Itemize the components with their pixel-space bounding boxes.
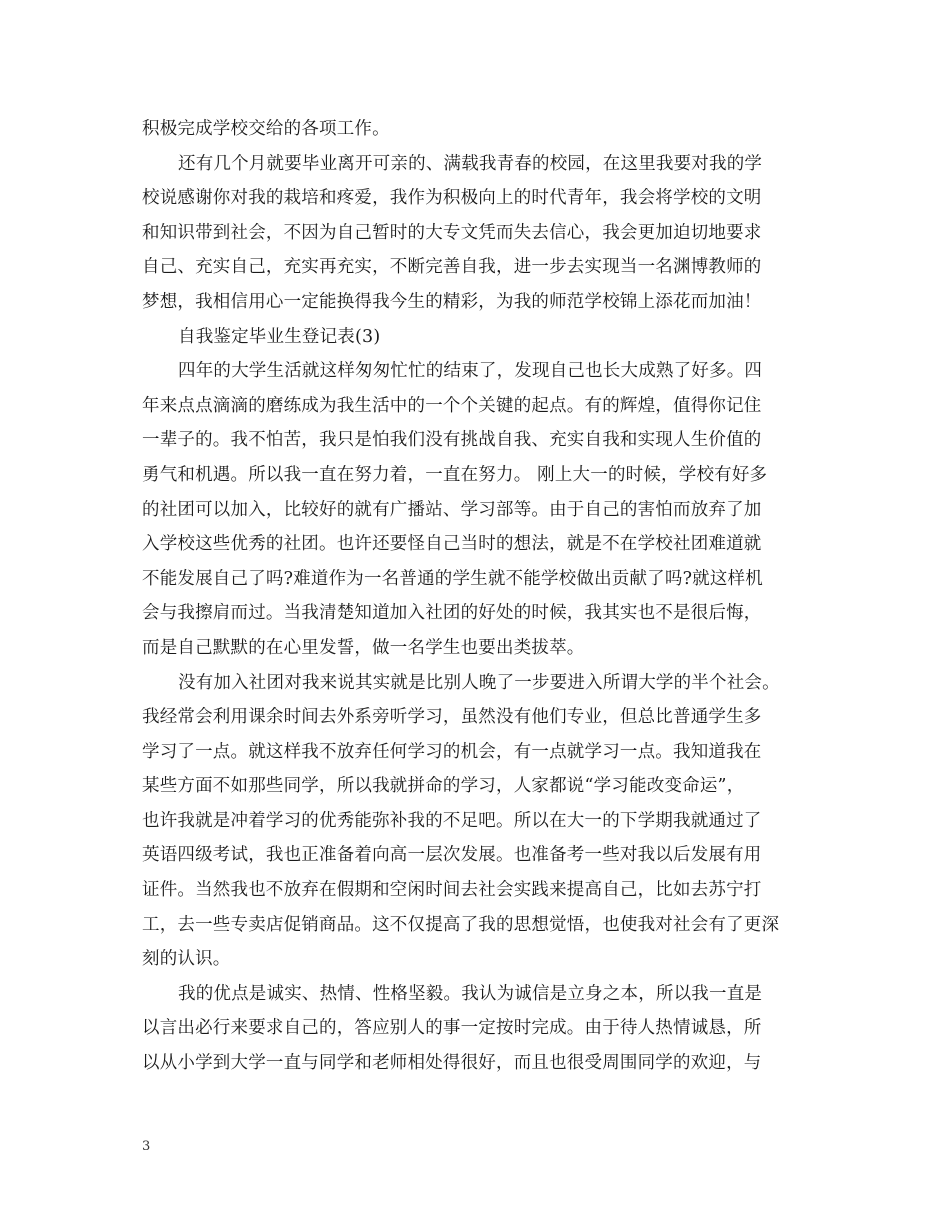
text-line: 自己、充实自己，充实再充实，不断完善自我，进一步去实现当一名渊博教师的 <box>142 257 762 278</box>
text-line: 证件。当然我也不放弃在假期和空闲时间去社会实践来提高自己，比如去苏宁打 <box>142 880 762 901</box>
text-line: 而是自己默默的在心里发誓，做一名学生也要出类拔萃。 <box>142 637 585 658</box>
text-line: 英语四级考试，我也正准备着向高一层次发展。也准备考一些对我以后发展有用 <box>142 845 762 866</box>
document-body <box>142 112 822 1081</box>
text-line: 以从小学到大学一直与同学和老师相处得很好，而且也很受周围同学的欢迎，与 <box>142 1053 762 1074</box>
text-line: 我的优点是诚实、热情、性格坚毅。我认为诚信是立身之本，所以我一直是 <box>178 983 763 1004</box>
text-line: 自我鉴定毕业生登记表(3) <box>178 326 381 347</box>
text-line: 刻的认识。 <box>142 949 231 970</box>
text-line: 的社团可以加入，比较好的就有广播站、学习部等。由于自己的害怕而放弃了加 <box>142 499 762 520</box>
text-line: 和知识带到社会，不因为自己暂时的大专文凭而失去信心，我会更加迫切地要求 <box>142 222 762 243</box>
text-line: 没有加入社团对我来说其实就是比别人晚了一步要进入所谓大学的半个社会。 <box>178 672 780 693</box>
text-line: 我经常会利用课余时间去外系旁听学习，虽然没有他们专业，但总比普通学生多 <box>142 707 762 728</box>
text-line: 梦想，我相信用心一定能换得我今生的精彩，为我的师范学校锦上添花而加油！ <box>142 291 762 312</box>
text-line: 勇气和机遇。所以我一直在努力着，一直在努力。 刚上大一的时候，学校有好多 <box>142 464 768 485</box>
text-line: 还有几个月就要毕业离开可亲的、满载我青春的校园，在这里我要对我的学 <box>178 153 763 174</box>
page-number: 3 <box>142 1139 151 1154</box>
text-line: 四年的大学生活就这样匆匆忙忙的结束了，发现自己也长大成熟了好多。四 <box>178 361 763 382</box>
text-line: 以言出必行来要求自己的，答应别人的事一定按时完成。由于待人热情诚恳，所 <box>142 1018 762 1039</box>
text-line: 年来点点滴滴的磨练成为我生活中的一个个关键的起点。有的辉煌，值得你记住 <box>142 395 762 416</box>
text-line: 学习了一点。就这样我不放弃任何学习的机会，有一点就学习一点。我知道我在 <box>142 741 762 762</box>
text-line: 入学校这些优秀的社团。也许还要怪自己当时的想法，就是不在学校社团难道就 <box>142 534 762 555</box>
text-line: 会与我擦肩而过。当我清楚知道加入社团的好处的时候，我其实也不是很后悔， <box>142 603 762 624</box>
text-line: 也许我就是冲着学习的优秀能弥补我的不足吧。所以在大一的下学期我就通过了 <box>142 810 762 831</box>
text-line: 工，去一些专卖店促销商品。这不仅提高了我的思想觉悟，也使我对社会有了更深 <box>142 914 780 935</box>
text-line: 一辈子的。我不怕苦，我只是怕我们没有挑战自我、充实自我和实现人生价值的 <box>142 430 762 451</box>
text-line: 某些方面不如那些同学，所以我就拼命的学习，人家都说“学习能改变命运”， <box>142 776 745 797</box>
text-line: 校说感谢你对我的栽培和疼爱，我作为积极向上的时代青年，我会将学校的文明 <box>142 188 762 209</box>
text-line: 不能发展自己了吗?难道作为一名普通的学生就不能学校做出贡献了吗?就这样机 <box>142 568 763 589</box>
text-line: 积极完成学校交给的各项工作。 <box>142 119 390 139</box>
